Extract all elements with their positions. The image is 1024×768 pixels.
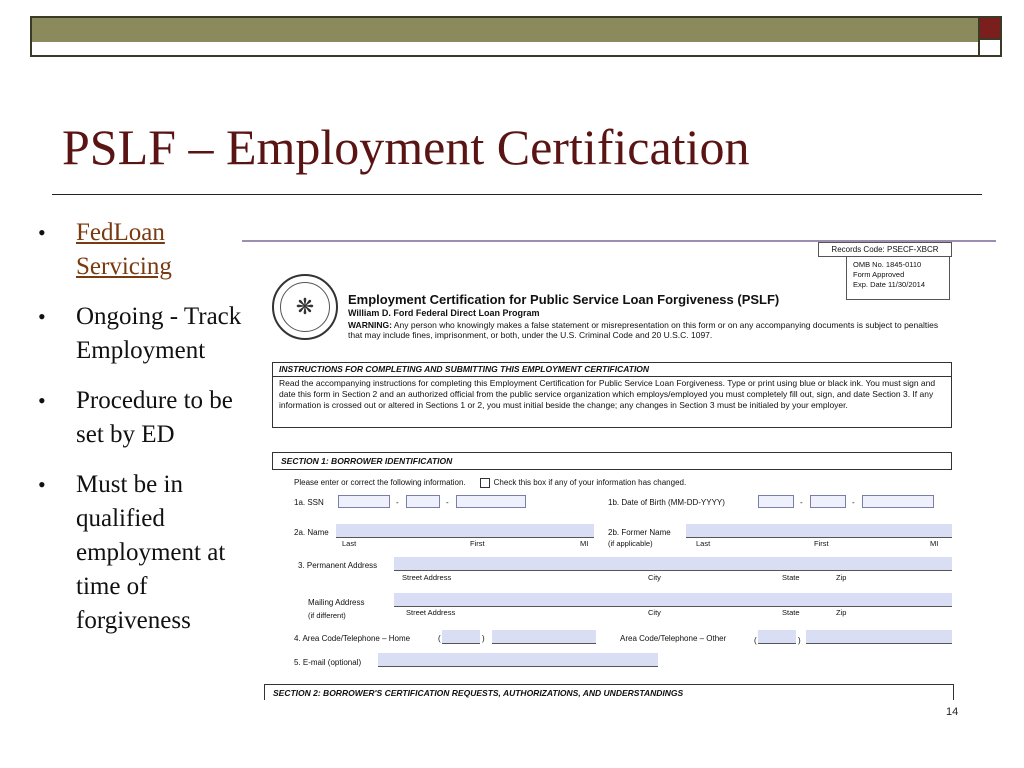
ssn-field-3[interactable]: [456, 495, 526, 508]
ssn-dash: -: [396, 498, 399, 507]
perm-address-field[interactable]: [394, 557, 952, 571]
name-label: 2a. Name: [294, 528, 329, 537]
bullet-item: [38, 468, 248, 638]
dob-month-field[interactable]: [758, 495, 794, 508]
warning-label: WARNING:: [348, 320, 392, 330]
first-sub: First: [814, 539, 829, 548]
title-divider: [52, 194, 982, 195]
info-changed-checkbox[interactable]: [480, 478, 490, 488]
section2-heading: SECTION 2: BORROWER'S CERTIFICATION REQUESTS, AUTHORIZATIONS, AND UNDERSTANDINGS: [264, 684, 954, 700]
instructions-body: Read the accompanying instructions for completing this Employment Certification for Public Service Loan Forgiveness. Type or print using blue or black ink. You must sign and date this form in Section 2 and an authorized official from the public service organization which employs/employed you must completely fill out, sign, and date Section 3. If any information is crossed out or altered in Sections 1 or 2, you must initial beside the change; any changes in Section 3 must be initialed by your employer.: [279, 378, 936, 410]
top-decorative-bar: [30, 16, 980, 44]
checkbox-label: Check this box if any of your information has changed.: [493, 478, 687, 488]
form-title: Employment Certification for Public Service Loan Forgiveness (PSLF): [348, 292, 780, 307]
phone-other-label: Area Code/Telephone – Other: [620, 634, 727, 643]
bullet-text: Must be in qualified employment at time of forgiveness: [76, 471, 226, 634]
section1-note: [294, 478, 686, 488]
slide-title: PSLF – Employment Certification: [62, 119, 750, 175]
ssn-field-2[interactable]: [406, 495, 440, 508]
exp-date: Exp. Date 11/30/2014: [853, 280, 925, 289]
city-sub: City: [648, 573, 661, 582]
section1-note-text: Please enter or correct the following information.: [294, 478, 466, 488]
bullet-list: [38, 216, 248, 654]
ssn-field-1[interactable]: [338, 495, 390, 508]
accent-square-lower: [978, 40, 1002, 57]
if-applicable: (if applicable): [608, 539, 653, 548]
street-sub: Street Address: [402, 573, 452, 582]
dob-label: 1b. Date of Birth (MM-DD-YYYY): [608, 498, 725, 507]
ssn-dash: -: [446, 498, 449, 507]
bullet-item[interactable]: [38, 216, 248, 284]
mailing-address-field[interactable]: [394, 593, 952, 607]
first-sub: First: [470, 539, 485, 548]
accent-square: [978, 16, 1002, 40]
section1-heading: SECTION 1: BORROWER IDENTIFICATION: [272, 452, 952, 470]
omb-box: [846, 256, 950, 300]
eagle-icon: ❋: [280, 282, 330, 332]
dob-dash: -: [800, 498, 803, 507]
bullet-item: [38, 384, 248, 452]
home-area-code-field[interactable]: [442, 630, 480, 644]
email-field[interactable]: [378, 653, 658, 667]
top-decorative-strip: [30, 42, 980, 57]
phone-home-label: 4. Area Code/Telephone – Home: [294, 634, 411, 643]
instructions-heading: INSTRUCTIONS FOR COMPLETING AND SUBMITTING THIS EMPLOYMENT CERTIFICATION: [273, 363, 951, 377]
last-sub: Last: [342, 539, 357, 548]
page-number: 14: [946, 706, 959, 718]
name-field[interactable]: [336, 524, 594, 538]
paren-close: ): [482, 634, 485, 643]
state-sub: State: [782, 573, 800, 582]
state-sub: State: [782, 608, 800, 617]
former-name-field[interactable]: [686, 524, 952, 538]
warning-body: Any person who knowingly makes a false statement or misrepresentation on this form or on any accompanying documents is subject to penalties that may include fines, imprisonment, or both, under the U.S. Criminal Code and 20 U.S.C. 1097.: [348, 320, 939, 340]
dob-dash: -: [852, 498, 855, 507]
mi-sub: MI: [930, 539, 939, 548]
former-name-label: 2b. Former Name: [608, 528, 671, 537]
street-sub: Street Address: [406, 608, 456, 617]
bullet-item: [38, 300, 248, 368]
warning-text: [348, 320, 948, 340]
other-phone-field[interactable]: [806, 630, 952, 644]
if-different: (if different): [308, 611, 346, 620]
perm-address-label: 3. Permanent Address: [298, 561, 378, 570]
mi-sub: MI: [580, 539, 589, 548]
form-subtitle: William D. Ford Federal Direct Loan Program: [348, 308, 540, 318]
department-seal-icon: [272, 274, 338, 340]
records-code: Records Code: PSECF-XBCR: [818, 242, 952, 257]
fedloan-link[interactable]: FedLoan Servicing: [76, 219, 172, 280]
last-sub: Last: [696, 539, 711, 548]
ssn-label: 1a. SSN: [294, 498, 324, 507]
home-phone-field[interactable]: [492, 630, 596, 644]
mailing-address-label: Mailing Address: [308, 598, 365, 607]
zip-sub: Zip: [836, 573, 847, 582]
dob-day-field[interactable]: [810, 495, 846, 508]
instructions-box: [272, 362, 952, 428]
dob-year-field[interactable]: [862, 495, 934, 508]
bullet-text: Procedure to be set by ED: [76, 387, 233, 448]
paren-close: ): [798, 636, 801, 645]
other-area-code-field[interactable]: [758, 630, 796, 644]
omb-number: OMB No. 1845-0110: [853, 260, 922, 269]
email-label: 5. E-mail (optional): [294, 658, 362, 667]
paren-open: (: [438, 634, 441, 643]
city-sub: City: [648, 608, 661, 617]
bullet-text: Ongoing - Track Employment: [76, 303, 242, 364]
form-image: [242, 238, 982, 700]
paren-open: (: [754, 636, 757, 645]
zip-sub: Zip: [836, 608, 847, 617]
form-approved: Form Approved: [853, 270, 905, 279]
